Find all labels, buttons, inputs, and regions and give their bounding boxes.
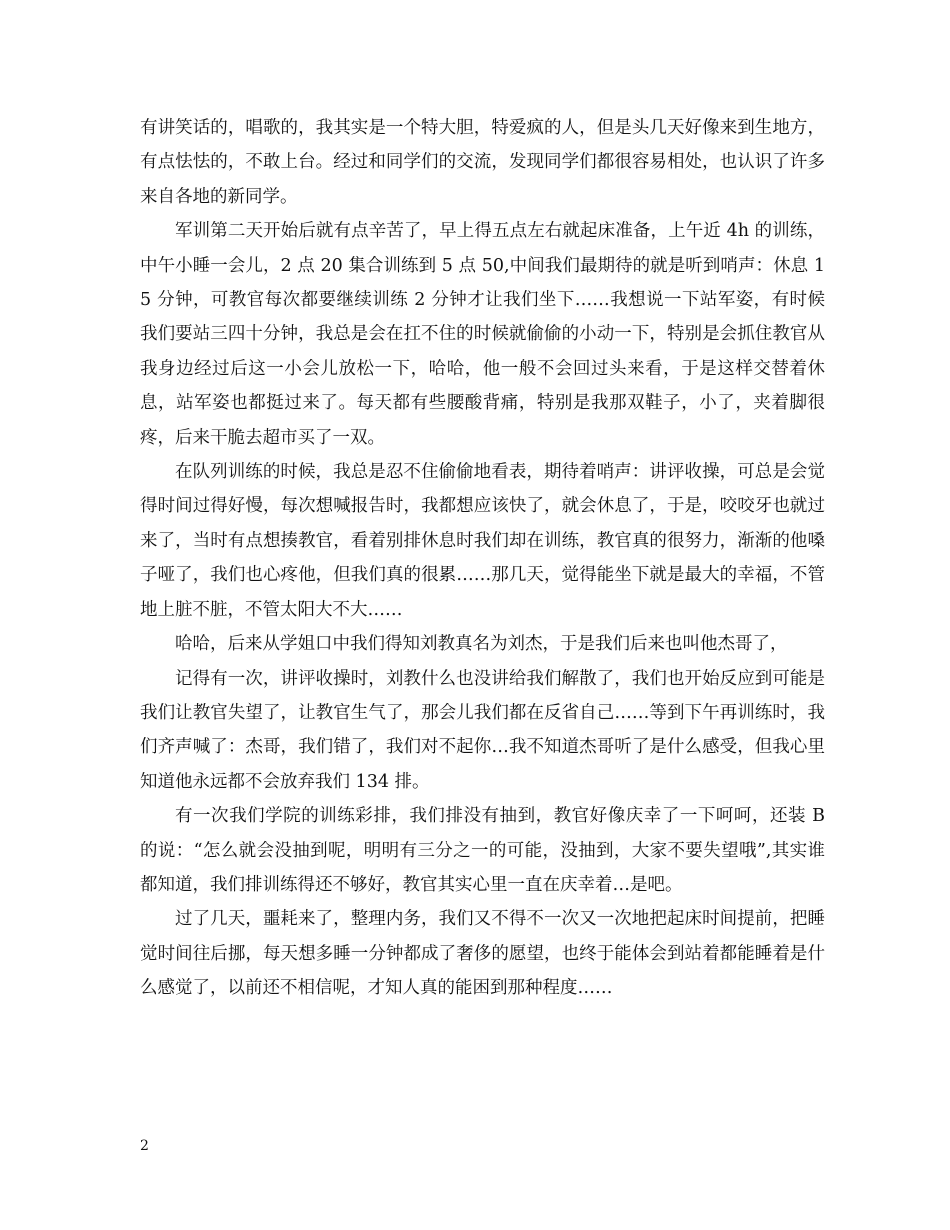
paragraph-2: 军训第二天开始后就有点辛苦了，早上得五点左右就起床准备，上午近 4h 的训练，中午小睡一会儿，2 点 20 集合训练到 5 点 50,中间我们最期待的就是听到哨声：休息 15 分钟，可教官每次都要继续训练 2 分钟才让我们坐下……我想说一下站军姿，有时候我们要站三四十分钟，我总是会在扛不住的时候就偷偷的小动一下，特别是会抓住教官从我身边经过后这一小会儿放松一下，哈哈，他一般不会回过头来看，于是这样交替着休息，站军姿也都挺过来了。每天都有些腰酸背痛，特别是我那双鞋子，小了，夹着脚很疼，后来干脆去超市买了一双。 xyxy=(140,221,825,448)
paragraph-3: 在队列训练的时候，我总是忍不住偷偷地看表，期待着哨声：讲评收操，可总是会觉得时间过得好慢，每次想喊报告时，我都想应该快了，就会休息了，于是，咬咬牙也就过来了，当时有点想揍教官，看着别排休息时我们却在训练，教官真的很努力，渐渐的他嗓子哑了，我们也心疼他，但我们真的很累……那几天，觉得能坐下就是最大的幸福，不管地上脏不脏，不管太阳大不大…… xyxy=(140,462,825,620)
body-text xyxy=(140,111,825,1006)
paragraph-1: 有讲笑话的，唱歌的，我其实是一个特大胆，特爱疯的人，但是头几天好像来到生地方，有点怯怯的，不敢上台。经过和同学们的交流，发现同学们都很容易相处，也认识了许多来自各地的新同学。 xyxy=(140,118,825,207)
paragraph-5: 记得有一次，讲评收操时，刘教什么也没讲给我们解散了，我们也开始反应到可能是我们让教官失望了，让教官生气了，那会儿我们都在反省自己……等到下午再训练时，我们齐声喊了：杰哥，我们错了，我们对不起你…我不知道杰哥听了是什么感受，但我心里知道他永远都不会放弃我们 134 排。 xyxy=(140,668,825,792)
paragraph-6: 有一次我们学院的训练彩排，我们排没有抽到，教官好像庆幸了一下呵呵，还装 B 的说：“怎么就会没抽到呢，明明有三分之一的可能，没抽到，大家不要失望哦”,其实谁都知道，我们排训练得还不够好，教官其实心里一直在庆幸着…是吧。 xyxy=(140,806,825,895)
page-number: 2 xyxy=(140,1138,149,1154)
paragraph-7: 过了几天，噩耗来了，整理内务，我们又不得不一次又一次地把起床时间提前，把睡觉时间往后挪，每天想多睡一分钟都成了奢侈的愿望，也终于能体会到站着都能睡着是什么感觉了，以前还不相信呢，才知人真的能困到那种程度…… xyxy=(140,909,825,999)
paragraph-4: 哈哈，后来从学姐口中我们得知刘教真名为刘杰，于是我们后来也叫他杰哥了， xyxy=(175,634,788,655)
